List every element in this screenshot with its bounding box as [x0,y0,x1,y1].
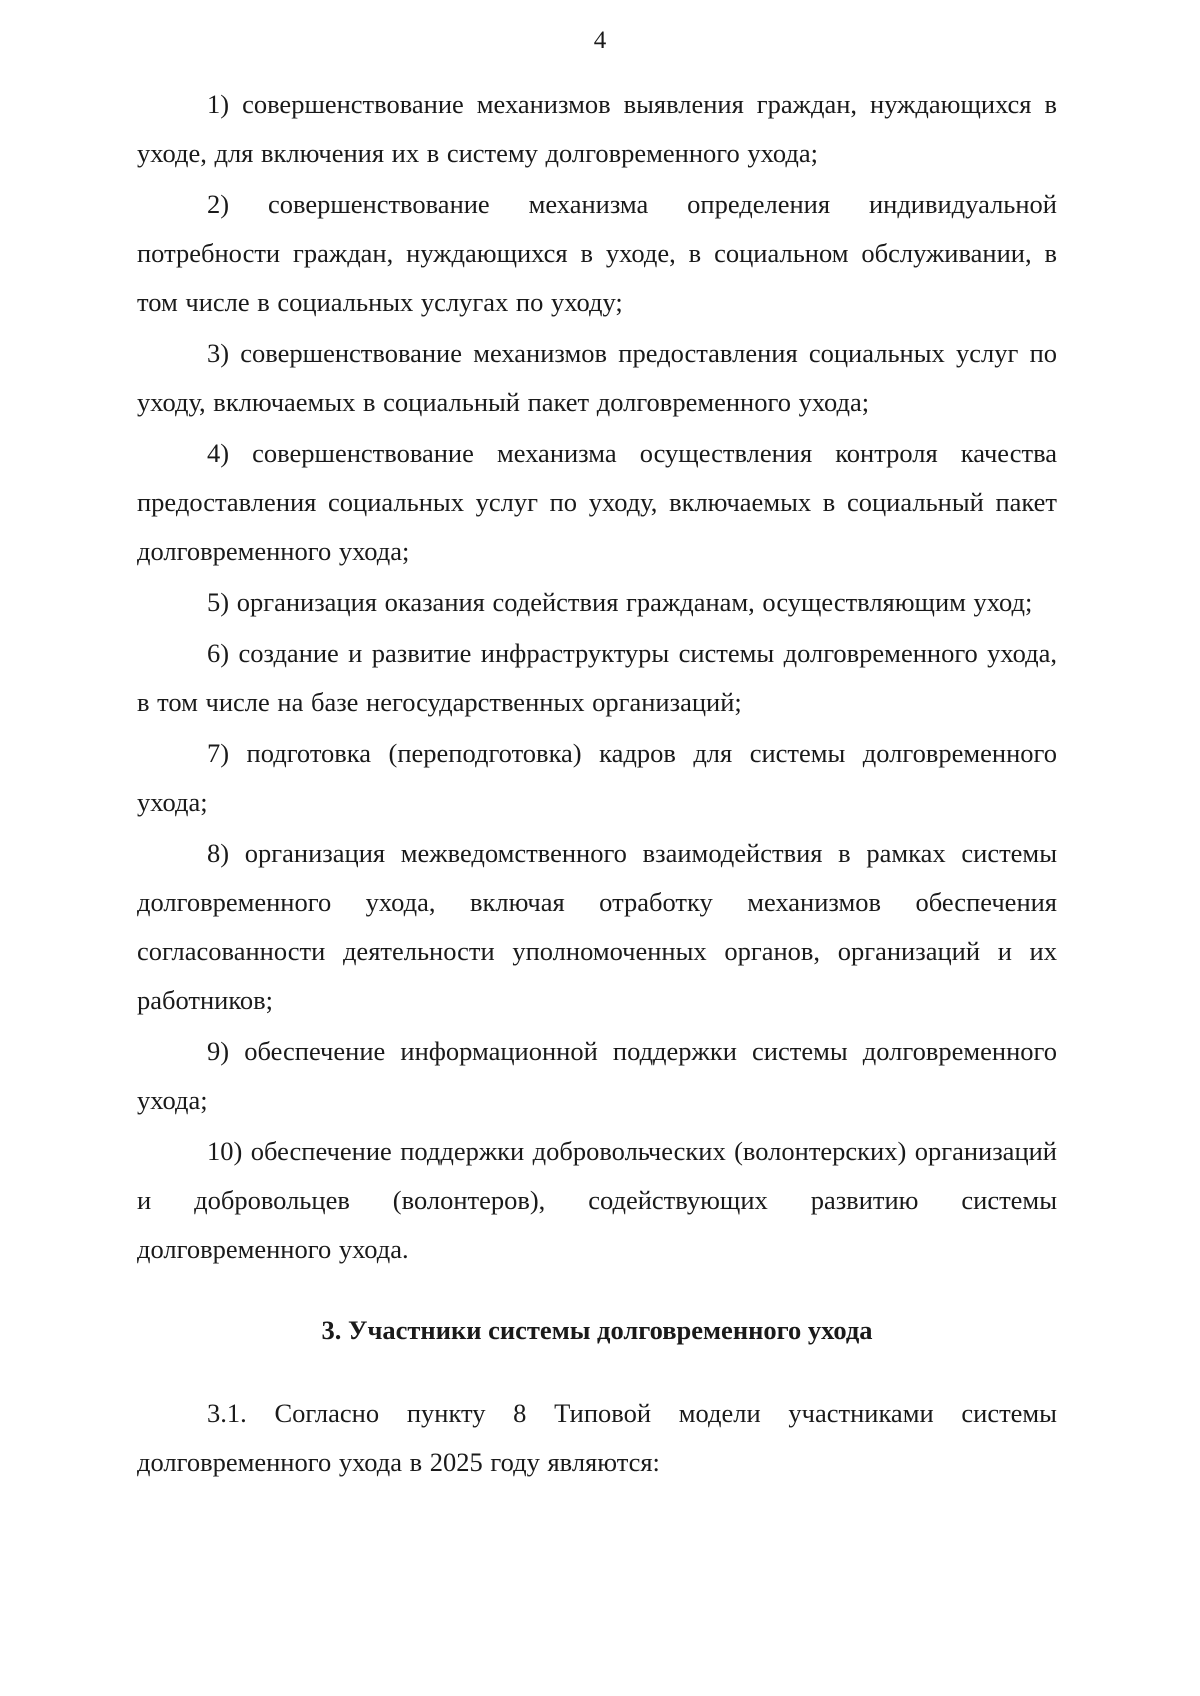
section-paragraph: 3.1. Согласно пункту 8 Типовой модели участниками системы долговременного ухода в 2025 году являются: [137,1398,1057,1477]
list-item-4: 4) совершенствование механизма осуществления контроля качества предоставления социальных услуг по уходу, включаемых в социальный пакет долговременного ухода; [137,438,1057,566]
list-item-7: 7) подготовка (переподготовка) кадров для системы долговременного ухода; [137,738,1057,817]
list-item-10: 10) обеспечение поддержки добровольческих (волонтерских) организаций и добровольцев (волонтеров), содействующих развитию системы долговременного ухода. [137,1136,1057,1264]
list-item-5: 5) организация оказания содействия гражданам, осуществляющим уход; [207,587,1033,617]
list-item-8: 8) организация межведомственного взаимодействия в рамках системы долговременного ухода, включая отработку механизмов обеспечения согласованности деятельности уполномоченных органов, организаций и их работников; [137,838,1057,1015]
list-item-3: 3) совершенствование механизмов предоставления социальных услуг по уходу, включаемых в социальный пакет долговременного ухода; [137,338,1057,417]
list-item-2: 2) совершенствование механизма определения индивидуальной потребности граждан, нуждающихся в уходе, в социальном обслуживании, в том числе в социальных услугах по уходу; [137,189,1057,317]
document-body [137,80,1057,1489]
list-item-6: 6) создание и развитие инфраструктуры системы долговременного ухода, в том числе на базе негосударственных организаций; [137,638,1057,717]
list-item-1: 1) совершенствование механизмов выявления граждан, нуждающихся в уходе, для включения их в систему долговременного ухода; [137,89,1057,168]
page-number: 4 [593,27,607,54]
section-heading: 3. Участники системы долговременного ухода [321,1315,873,1345]
list-item-9: 9) обеспечение информационной поддержки системы долговременного ухода; [137,1036,1057,1115]
